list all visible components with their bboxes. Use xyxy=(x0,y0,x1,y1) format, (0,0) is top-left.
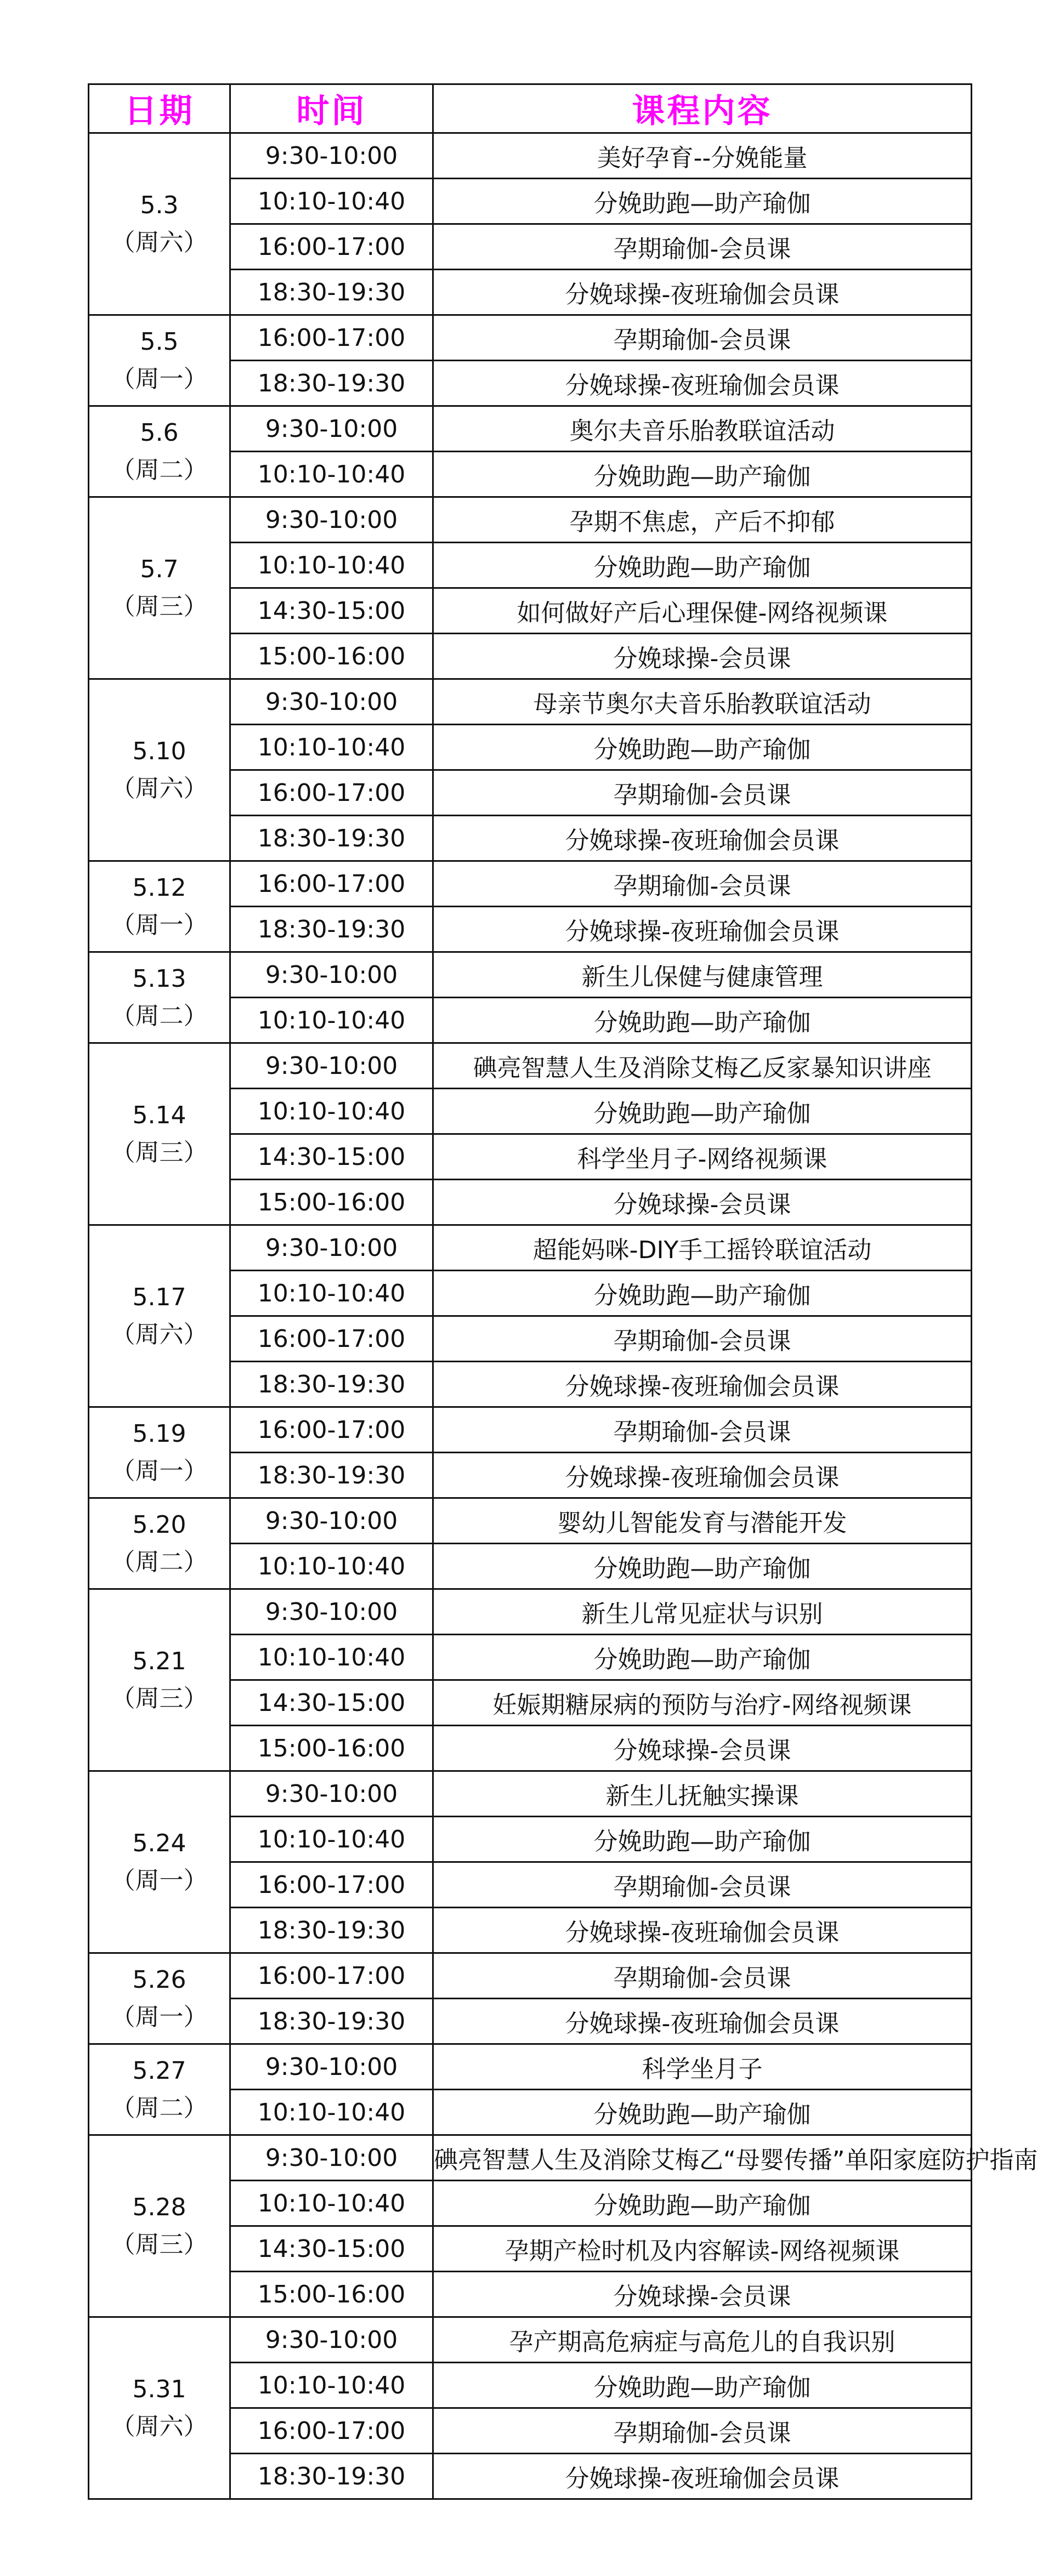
course-cell: 孕期不焦虑，产后不抑郁 xyxy=(433,497,972,543)
course-cell: 分娩球操-会员课 xyxy=(433,1180,972,1225)
date-cell xyxy=(89,1589,230,1771)
time-cell: 10:10-10:40 xyxy=(230,1271,433,1316)
weekday-value: （周三） xyxy=(111,1684,208,1713)
table-row xyxy=(89,1043,972,1089)
course-cell: 分娩助跑—助产瑜伽 xyxy=(433,179,972,224)
date-cell xyxy=(89,315,230,406)
table-row xyxy=(89,2317,972,2363)
date-value: 5.17 xyxy=(132,1283,186,1311)
date-value: 5.12 xyxy=(132,873,186,902)
course-cell: 碘亮智慧人生及消除艾梅乙反家暴知识讲座 xyxy=(433,1043,972,1089)
time-cell: 9:30-10:00 xyxy=(230,1043,433,1089)
time-cell: 18:30-19:30 xyxy=(230,907,433,952)
weekday-value: （周二） xyxy=(111,1002,208,1030)
time-cell: 18:30-19:30 xyxy=(230,1453,433,1498)
date-value: 5.26 xyxy=(132,1965,186,1994)
course-cell: 孕期瑜伽-会员课 xyxy=(433,1953,972,1999)
date-value: 5.27 xyxy=(132,2056,186,2085)
time-cell: 10:10-10:40 xyxy=(230,1544,433,1589)
schedule-body xyxy=(89,133,1038,2499)
course-cell: 分娩助跑—助产瑜伽 xyxy=(433,543,972,588)
date-value: 5.19 xyxy=(132,1419,186,1448)
time-cell: 18:30-19:30 xyxy=(230,816,433,861)
weekday-value: （周六） xyxy=(111,1320,208,1349)
time-cell: 18:30-19:30 xyxy=(230,2454,433,2499)
weekday-value: （周六） xyxy=(111,228,208,257)
date-cell xyxy=(89,1407,230,1498)
course-cell: 分娩助跑—助产瑜伽 xyxy=(433,2181,972,2226)
table-row xyxy=(89,2135,972,2181)
time-cell: 15:00-16:00 xyxy=(230,634,433,679)
date-value: 5.5 xyxy=(140,327,179,356)
course-cell: 分娩助跑—助产瑜伽 xyxy=(433,1271,972,1316)
table-row xyxy=(89,1498,972,1544)
course-cell: 分娩助跑—助产瑜伽 xyxy=(433,1817,972,1862)
date-cell xyxy=(89,679,230,861)
weekday-value: （周一） xyxy=(111,1866,208,1895)
date-cell xyxy=(89,1498,230,1589)
time-cell: 15:00-16:00 xyxy=(230,2272,433,2317)
date-cell xyxy=(89,861,230,952)
time-cell: 9:30-10:00 xyxy=(230,133,433,179)
date-cell xyxy=(89,1953,230,2044)
course-cell: 分娩球操-夜班瑜伽会员课 xyxy=(433,1999,972,2044)
table-row xyxy=(89,315,972,361)
date-cell xyxy=(89,1771,230,1953)
time-cell: 16:00-17:00 xyxy=(230,770,433,816)
table-row xyxy=(89,1589,972,1635)
table-row xyxy=(89,679,972,725)
time-cell: 16:00-17:00 xyxy=(230,1862,433,1908)
course-cell: 分娩助跑—助产瑜伽 xyxy=(433,1544,972,1589)
course-cell: 科学坐月子 xyxy=(433,2044,972,2090)
time-cell: 16:00-17:00 xyxy=(230,2408,433,2454)
course-cell: 妊娠期糖尿病的预防与治疗-网络视频课 xyxy=(433,1680,972,1726)
course-cell: 分娩助跑—助产瑜伽 xyxy=(433,1089,972,1134)
time-cell: 16:00-17:00 xyxy=(230,315,433,361)
time-cell: 14:30-15:00 xyxy=(230,1680,433,1726)
time-cell: 16:00-17:00 xyxy=(230,224,433,270)
time-cell: 16:00-17:00 xyxy=(230,1407,433,1453)
time-cell: 10:10-10:40 xyxy=(230,1817,433,1862)
time-cell: 9:30-10:00 xyxy=(230,1225,433,1271)
weekday-value: （周二） xyxy=(111,2094,208,2122)
date-value: 5.28 xyxy=(132,2193,186,2221)
time-cell: 9:30-10:00 xyxy=(230,406,433,452)
date-value: 5.31 xyxy=(132,2375,186,2403)
time-cell: 10:10-10:40 xyxy=(230,543,433,588)
date-value: 5.3 xyxy=(140,191,179,219)
course-cell: 美好孕育--分娩能量 xyxy=(433,133,972,179)
course-cell: 分娩球操-会员课 xyxy=(433,2272,972,2317)
date-cell xyxy=(89,2135,230,2317)
course-cell: 分娩助跑—助产瑜伽 xyxy=(433,1635,972,1680)
header-course: 课程内容 xyxy=(433,84,972,133)
time-cell: 14:30-15:00 xyxy=(230,2226,433,2272)
course-cell: 新生儿保健与健康管理 xyxy=(433,952,972,998)
date-value: 5.13 xyxy=(132,964,186,993)
time-cell: 9:30-10:00 xyxy=(230,2135,433,2181)
course-cell: 孕期瑜伽-会员课 xyxy=(433,224,972,270)
time-cell: 10:10-10:40 xyxy=(230,2363,433,2408)
course-cell: 碘亮智慧人生及消除艾梅乙“母婴传播”单阳家庭防护指南 xyxy=(433,2135,972,2181)
course-cell: 分娩球操-夜班瑜伽会员课 xyxy=(433,1908,972,1953)
time-cell: 10:10-10:40 xyxy=(230,2181,433,2226)
date-value: 5.14 xyxy=(132,1101,186,1129)
table-row xyxy=(89,497,972,543)
table-row xyxy=(89,861,972,907)
course-cell: 科学坐月子-网络视频课 xyxy=(433,1134,972,1180)
course-cell: 分娩球操-夜班瑜伽会员课 xyxy=(433,361,972,406)
time-cell: 9:30-10:00 xyxy=(230,1498,433,1544)
time-cell: 18:30-19:30 xyxy=(230,361,433,406)
table-row xyxy=(89,1771,972,1817)
course-cell: 分娩球操-夜班瑜伽会员课 xyxy=(433,907,972,952)
time-cell: 10:10-10:40 xyxy=(230,2090,433,2135)
time-cell: 9:30-10:00 xyxy=(230,952,433,998)
course-cell: 孕期瑜伽-会员课 xyxy=(433,315,972,361)
time-cell: 9:30-10:00 xyxy=(230,679,433,725)
date-cell xyxy=(89,406,230,497)
course-cell: 分娩球操-会员课 xyxy=(433,1726,972,1771)
time-cell: 16:00-17:00 xyxy=(230,1316,433,1362)
time-cell: 10:10-10:40 xyxy=(230,1635,433,1680)
course-cell: 分娩球操-夜班瑜伽会员课 xyxy=(433,816,972,861)
course-cell: 分娩助跑—助产瑜伽 xyxy=(433,2090,972,2135)
time-cell: 10:10-10:40 xyxy=(230,998,433,1043)
date-cell xyxy=(89,952,230,1043)
date-cell xyxy=(89,497,230,679)
course-cell: 如何做好产后心理保健-网络视频课 xyxy=(433,588,972,634)
weekday-value: （周一） xyxy=(111,911,208,939)
course-cell: 新生儿常见症状与识别 xyxy=(433,1589,972,1635)
course-cell: 分娩球操-夜班瑜伽会员课 xyxy=(433,2454,972,2499)
time-cell: 15:00-16:00 xyxy=(230,1726,433,1771)
weekday-value: （周三） xyxy=(111,592,208,621)
time-cell: 9:30-10:00 xyxy=(230,497,433,543)
time-cell: 18:30-19:30 xyxy=(230,1999,433,2044)
time-cell: 10:10-10:40 xyxy=(230,725,433,770)
time-cell: 9:30-10:00 xyxy=(230,1771,433,1817)
course-cell: 分娩助跑—助产瑜伽 xyxy=(433,725,972,770)
course-cell: 孕期瑜伽-会员课 xyxy=(433,1316,972,1362)
table-row xyxy=(89,1953,972,1999)
course-cell: 分娩球操-会员课 xyxy=(433,634,972,679)
header-time: 时间 xyxy=(230,84,433,133)
time-cell: 9:30-10:00 xyxy=(230,2044,433,2090)
schedule-table xyxy=(88,83,1038,2500)
date-value: 5.6 xyxy=(140,418,179,447)
table-row xyxy=(89,2044,972,2090)
weekday-value: （周一） xyxy=(111,2003,208,2031)
table-row xyxy=(89,1225,972,1271)
course-cell: 奥尔夫音乐胎教联谊活动 xyxy=(433,406,972,452)
time-cell: 10:10-10:40 xyxy=(230,1089,433,1134)
date-cell xyxy=(89,133,230,315)
date-value: 5.24 xyxy=(132,1829,186,1857)
weekday-value: （周一） xyxy=(111,1457,208,1485)
time-cell: 18:30-19:30 xyxy=(230,1362,433,1407)
course-cell: 分娩球操-夜班瑜伽会员课 xyxy=(433,1362,972,1407)
time-cell: 14:30-15:00 xyxy=(230,1134,433,1180)
time-cell: 14:30-15:00 xyxy=(230,588,433,634)
weekday-value: （周三） xyxy=(111,2230,208,2259)
course-cell: 孕期瑜伽-会员课 xyxy=(433,861,972,907)
weekday-value: （周六） xyxy=(111,774,208,803)
table-row xyxy=(89,952,972,998)
course-cell: 孕产期高危病症与高危儿的自我识别 xyxy=(433,2317,972,2363)
weekday-value: （周二） xyxy=(111,1548,208,1576)
date-value: 5.10 xyxy=(132,737,186,765)
time-cell: 18:30-19:30 xyxy=(230,270,433,315)
course-cell: 分娩球操-夜班瑜伽会员课 xyxy=(433,1453,972,1498)
time-cell: 16:00-17:00 xyxy=(230,1953,433,1999)
course-cell: 孕期瑜伽-会员课 xyxy=(433,1407,972,1453)
time-cell: 16:00-17:00 xyxy=(230,861,433,907)
course-cell: 孕期瑜伽-会员课 xyxy=(433,770,972,816)
date-value: 5.7 xyxy=(140,555,179,583)
weekday-value: （周六） xyxy=(111,2412,208,2441)
weekday-value: （周一） xyxy=(111,365,208,393)
table-row xyxy=(89,406,972,452)
course-cell: 超能妈咪-DIY手工摇铃联谊活动 xyxy=(433,1225,972,1271)
date-cell xyxy=(89,1043,230,1225)
course-cell: 分娩助跑—助产瑜伽 xyxy=(433,452,972,497)
course-cell: 分娩球操-夜班瑜伽会员课 xyxy=(433,270,972,315)
time-cell: 10:10-10:40 xyxy=(230,452,433,497)
course-cell: 母亲节奥尔夫音乐胎教联谊活动 xyxy=(433,679,972,725)
date-cell xyxy=(89,2044,230,2135)
course-cell: 分娩助跑—助产瑜伽 xyxy=(433,2363,972,2408)
time-cell: 9:30-10:00 xyxy=(230,2317,433,2363)
course-cell: 婴幼儿智能发育与潜能开发 xyxy=(433,1498,972,1544)
weekday-value: （周二） xyxy=(111,456,208,484)
table-row xyxy=(89,133,972,179)
date-cell xyxy=(89,2317,230,2499)
time-cell: 10:10-10:40 xyxy=(230,179,433,224)
date-cell xyxy=(89,1225,230,1407)
time-cell: 18:30-19:30 xyxy=(230,1908,433,1953)
date-value: 5.21 xyxy=(132,1647,186,1675)
table-row xyxy=(89,1407,972,1453)
course-cell: 孕期瑜伽-会员课 xyxy=(433,1862,972,1908)
weekday-value: （周三） xyxy=(111,1138,208,1167)
course-cell: 孕期瑜伽-会员课 xyxy=(433,2408,972,2454)
date-value: 5.20 xyxy=(132,1510,186,1539)
course-cell: 新生儿抚触实操课 xyxy=(433,1771,972,1817)
header-date: 日期 xyxy=(89,84,230,133)
course-cell: 孕期产检时机及内容解读-网络视频课 xyxy=(433,2226,972,2272)
time-cell: 15:00-16:00 xyxy=(230,1180,433,1225)
header-row xyxy=(89,84,972,133)
course-cell: 分娩助跑—助产瑜伽 xyxy=(433,998,972,1043)
time-cell: 9:30-10:00 xyxy=(230,1589,433,1635)
